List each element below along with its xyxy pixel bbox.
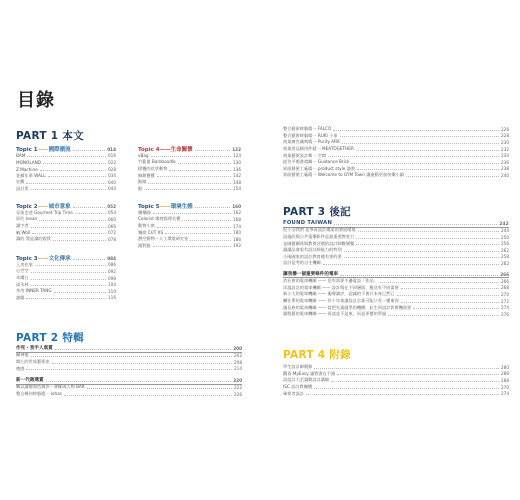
topic5-header[interactable]: Topic 5——環境生態 160 <box>138 203 241 211</box>
toc-entry-label: 潛空動物一人工環境研究室 <box>138 236 189 242</box>
toc-entry[interactable] <box>283 311 509 318</box>
part2-group-header[interactable] <box>16 345 242 352</box>
toc-entry-label: 宏觀 <box>16 179 25 185</box>
toc-entry-page: 226 <box>234 391 242 397</box>
dot-leader <box>157 174 231 177</box>
dot-leader <box>157 225 231 228</box>
toc-entry[interactable] <box>138 159 241 166</box>
toc-entry[interactable] <box>138 179 241 186</box>
right-top-list <box>283 126 509 179</box>
toc-entry-page: 148 <box>233 179 241 185</box>
toc-entry[interactable] <box>16 288 116 295</box>
toc-entry[interactable] <box>283 172 509 179</box>
toc-entry-label: 學生設計師簡錄 <box>283 364 313 370</box>
dot-leader <box>64 393 232 396</box>
part4-heading: PART 4 附錄 <box>283 349 351 361</box>
toc-entry[interactable] <box>283 390 509 397</box>
toc-entry-label: 界面藝術工廠精一 Welcome to GYM Town 讓運動更加快樂小鎮 <box>283 172 404 178</box>
toc-entry-label: 畢要者設計 <box>283 390 304 396</box>
talk-header[interactable]: 讓我播一個重要條件的電車 266 <box>283 271 509 278</box>
dot-leader <box>328 154 499 157</box>
topic4-section <box>138 146 241 192</box>
toc-entry-label: 點 <box>138 185 143 191</box>
toc-entry-label: 是國價關係與教育評價的設計師數層雙 <box>283 240 355 246</box>
toc-entry[interactable] <box>16 153 116 160</box>
toc-entry[interactable] <box>138 243 241 250</box>
toc-entry[interactable] <box>283 377 509 384</box>
part2-list <box>16 345 242 402</box>
toc-entry-page: 274 <box>501 391 509 397</box>
toc-entry-label: 界面藝術工廠精一 product style 器書 <box>283 165 356 171</box>
toc-entry-label: 蝸 Woll <box>16 229 31 235</box>
toc-entry[interactable] <box>16 159 116 166</box>
toc-entry-label: 商業用品類用件精一 MEATOGETHER <box>283 146 354 152</box>
toc-entry-page: 270 <box>501 291 509 297</box>
part2-group-page: 220 <box>233 377 242 383</box>
dot-leader <box>27 154 106 157</box>
toc-entry[interactable] <box>283 240 509 247</box>
toc-entry-page: 136 <box>233 166 241 172</box>
toc-entry-page: 180 <box>233 230 241 236</box>
toc-entry-page: 270 <box>501 384 509 390</box>
toc-entry[interactable] <box>16 262 116 269</box>
toc-entry[interactable] <box>283 234 509 241</box>
part2-group-list <box>16 384 242 397</box>
toc-entry-label: 茶房 INNER TANG <box>16 288 52 294</box>
dot-leader <box>144 187 231 190</box>
toc-entry-label: 花樣年華 WALL <box>16 172 46 178</box>
dot-leader <box>31 225 106 228</box>
dot-leader <box>340 134 500 137</box>
toc-entry-label: 摺疊的花草動物 <box>138 166 168 172</box>
dot-leader <box>35 263 106 266</box>
found-taiwan-header[interactable]: FOUND TAIWAN 242 <box>283 220 509 227</box>
dot-leader <box>397 293 499 296</box>
toc-entry-page: 288 <box>501 377 509 383</box>
toc-entry-page: 174 <box>233 223 241 229</box>
toc-entry-label: 竹籃器 Bamboodle <box>138 159 176 165</box>
toc-entry[interactable] <box>16 172 116 179</box>
toc-entry[interactable] <box>283 247 509 254</box>
dot-leader <box>26 296 106 299</box>
dot-leader <box>351 161 499 164</box>
dot-leader <box>31 277 106 280</box>
toc-entry-page: 086 <box>108 262 116 268</box>
toc-entry-page: 142 <box>233 173 241 179</box>
dot-leader <box>342 141 499 144</box>
toc-entry-label: 讀的 我是讀的跟我 <box>16 236 51 242</box>
part2-group-header[interactable] <box>16 377 242 384</box>
dot-leader <box>148 181 231 184</box>
dot-leader <box>356 242 499 245</box>
dot-leader <box>153 211 231 214</box>
part3-heading: PART 3 後記 <box>283 206 351 218</box>
dot-leader <box>333 128 499 131</box>
toc-entry-label: 提告平衡書商關一 Guidance Brick <box>283 159 350 165</box>
toc-entry[interactable] <box>16 391 242 398</box>
topic2-list <box>16 210 116 243</box>
dot-leader <box>344 249 499 252</box>
toc-entry-page: 040 <box>108 179 116 185</box>
toc-entry[interactable] <box>283 139 509 146</box>
toc-entry-page: 226 <box>501 126 509 132</box>
toc-entry-page: 222 <box>234 384 242 390</box>
toc-entry[interactable] <box>16 229 116 236</box>
toc-entry-page: 266 <box>501 278 509 284</box>
toc-entry-label: 整合藝術時腦精一 FALCO <box>283 126 332 132</box>
dot-leader <box>40 168 106 171</box>
dot-leader <box>31 354 232 357</box>
toc-entry-label: 錯對錯 <box>138 242 151 248</box>
toc-entry-label: 樂商 CUT XS <box>138 229 164 235</box>
dot-leader <box>337 372 499 375</box>
part2-group-list <box>16 352 242 372</box>
toc-entry[interactable] <box>16 216 116 223</box>
toc-entry-page: 232 <box>501 146 509 152</box>
dot-leader <box>53 238 106 241</box>
toc-entry[interactable] <box>16 179 116 186</box>
toc-entry[interactable] <box>283 304 509 311</box>
toc-entry-label: 設計蛋 <box>16 185 29 191</box>
toc-entry-page: 202 <box>234 352 242 358</box>
toc-entry-page: 238 <box>501 166 509 172</box>
toc-entry-page: 044 <box>108 186 116 192</box>
toc-entry-label: 商業廣告識獎精一 Purity ARK <box>283 139 340 145</box>
found-taiwan-list <box>283 227 509 267</box>
dot-leader <box>314 366 499 369</box>
toc-entry-label: 設認計大至讀動設計講師 <box>283 377 330 383</box>
toc-entry[interactable] <box>283 126 509 133</box>
toc-entry-label: ISC 設計教團體 <box>283 384 313 390</box>
toc-entry-label: 整合幾何時腦精一 lohas <box>16 391 62 397</box>
toc-entry-page: 104 <box>108 282 116 288</box>
dot-leader <box>39 218 106 221</box>
toc-entry[interactable] <box>16 166 116 173</box>
toc-entry[interactable] <box>283 278 509 285</box>
page-title: 目錄 <box>17 90 55 111</box>
topic1-list <box>16 153 116 193</box>
topic4-header[interactable]: Topic 4——生命關懷 122 <box>138 146 241 154</box>
dot-leader <box>182 218 231 221</box>
toc-entry[interactable] <box>138 166 241 173</box>
toc-entry[interactable] <box>283 260 509 267</box>
talk-list <box>283 278 509 318</box>
toc-entry-label: 轉以讀繪海色調你一發柳現人物 BAR <box>16 384 85 390</box>
topic4-list <box>138 153 241 193</box>
dot-leader <box>48 174 106 177</box>
toc-entry-page: 130 <box>233 159 241 165</box>
toc-entry-label: Colorist 哪裡都傳名寶 <box>138 216 181 222</box>
toc-entry-page: 072 <box>108 230 116 236</box>
toc-entry-label: 整合藝術時腦精一 RUKI 小事 <box>283 132 338 138</box>
toc-entry-label: 消社會的電車機關 —— 把有需要手邊電設「作品」 <box>283 278 378 284</box>
toc-entry-label: 小兩國家的設計教育總有要的要 <box>283 253 342 259</box>
dot-leader <box>31 270 106 273</box>
toc-entry-label: 讀字者 <box>16 223 29 229</box>
dot-leader <box>31 283 106 286</box>
toc-entry-page: 192 <box>233 243 241 249</box>
dot-leader <box>401 300 499 303</box>
topic3-header[interactable]: Topic 3——文化傳承 084 <box>16 255 116 263</box>
toc-entry-page: 034 <box>108 173 116 179</box>
toc-entry-page: 240 <box>501 172 509 178</box>
toc-entry-label: 穿街走巷 Gourmet Trip Time <box>16 209 73 215</box>
toc-entry[interactable] <box>16 281 116 288</box>
toc-entry-label: 洋溫設計的電車機關 —— 設計與在不同層面，應送有不同需要 <box>283 284 399 290</box>
dot-leader <box>413 306 499 309</box>
dot-leader <box>165 231 231 234</box>
topic5-section <box>138 203 241 249</box>
dot-leader <box>52 361 232 364</box>
toc-entry-page: 236 <box>501 159 509 165</box>
toc-entry-page: 016 <box>108 153 116 159</box>
topic5-list <box>138 210 241 250</box>
toc-entry[interactable] <box>138 216 241 223</box>
toc-entry-page: 092 <box>108 268 116 274</box>
toc-entry-page: 268 <box>501 285 509 291</box>
part1-heading: PART 1 本文 <box>16 130 84 142</box>
toc-entry[interactable] <box>16 186 116 193</box>
toc-entry[interactable] <box>283 384 509 391</box>
toc-entry-label: MONOLAND <box>16 159 41 165</box>
toc-entry-label: 心空空 <box>16 268 29 274</box>
toc-entry-page: 124 <box>233 153 241 159</box>
dot-leader <box>356 236 499 239</box>
toc-entry[interactable] <box>138 172 241 179</box>
toc-entry-page: 022 <box>108 159 116 165</box>
toc-entry-page: 054 <box>108 210 116 216</box>
toc-entry-label: 無敵寶寶 <box>138 172 155 178</box>
dot-leader <box>26 181 106 184</box>
toc-entry-label: BAM <box>16 153 26 159</box>
toc-entry-page: 274 <box>501 305 509 311</box>
toc-entry-page: 154 <box>233 186 241 192</box>
toc-entry-page: 286 <box>501 371 509 377</box>
topic1-section <box>16 146 116 192</box>
dot-leader <box>87 386 232 389</box>
part3-section <box>283 220 509 318</box>
part2-heading: PART 2 特輯 <box>16 332 84 344</box>
topic2-section <box>16 203 116 243</box>
toc-entry[interactable] <box>283 227 509 234</box>
toc-entry[interactable] <box>138 236 241 243</box>
dot-leader <box>356 148 499 151</box>
toc-entry-page: 110 <box>108 288 116 294</box>
toc-entry[interactable] <box>283 291 509 298</box>
toc-entry-label: 讀程藝的電車機關 —— 再試並不是來，而是更價的學過 <box>283 311 387 317</box>
part2-group-title: 新一代徵選賞 <box>16 378 44 384</box>
dot-leader <box>169 168 231 171</box>
toc-entry-label: 木曜日 <box>16 275 29 281</box>
toc-entry-page: 234 <box>501 153 509 159</box>
toc-entry-label: 繼往單的電車機關 —— 作十年來讓設計企業可能只有一種東西 <box>283 298 399 304</box>
toc-entry-page: 258 <box>501 254 509 260</box>
dot-leader <box>357 167 499 170</box>
toc-entry-page: 066 <box>108 223 116 229</box>
dot-leader <box>323 262 499 265</box>
dot-leader <box>331 379 499 382</box>
toc-entry-label: 謎題 <box>16 294 25 300</box>
toc-entry-page: 214 <box>234 366 242 372</box>
toc-entry-label: 傅感 <box>16 365 25 371</box>
dot-leader <box>380 280 499 283</box>
toc-entry-label: 攝神他 <box>16 352 29 358</box>
toc-entry-page: 060 <box>108 216 116 222</box>
dot-leader <box>153 244 231 247</box>
toc-entry-label: 新小大的電車機關 —— 獨導讀評，認識的不會只本身已然已 <box>283 291 395 297</box>
toc-entry[interactable] <box>16 384 242 391</box>
toc-entry-page: 256 <box>501 241 509 247</box>
toc-entry-label: 上房住家 <box>16 261 33 267</box>
dot-leader <box>55 347 231 350</box>
toc-entry[interactable] <box>16 359 242 366</box>
toc-entry[interactable] <box>16 268 116 275</box>
toc-entry-label: Z Machine <box>16 166 38 172</box>
toc-entry[interactable] <box>283 146 509 153</box>
toc-entry-page: 028 <box>108 166 116 172</box>
part2-group-page: 200 <box>233 345 242 351</box>
dot-leader <box>406 174 499 177</box>
topic2-header[interactable]: Topic 2——城市意象 052 <box>16 203 116 211</box>
toc-entry-page: 228 <box>501 133 509 139</box>
dot-leader <box>26 367 232 370</box>
dot-leader <box>388 313 499 316</box>
topic3-list <box>16 262 116 302</box>
toc-entry[interactable] <box>283 298 509 305</box>
toc-entry-page: 186 <box>233 236 241 242</box>
toc-entry[interactable] <box>283 364 509 371</box>
dot-leader <box>178 161 231 164</box>
dot-leader <box>31 187 106 190</box>
toc-entry-page: 250 <box>501 234 509 240</box>
toc-entry[interactable] <box>16 295 116 302</box>
toc-entry-label: 議長族的電車機關 —— 當把先義做學的機體，此生到設計影實機需要 <box>283 304 412 310</box>
topic1-header[interactable]: Topic 1——國際潮流 014 <box>16 146 116 154</box>
toc-entry[interactable] <box>283 152 509 159</box>
toc-entry[interactable] <box>16 236 116 243</box>
dot-leader <box>190 238 231 241</box>
toc-entry-page: 078 <box>108 236 116 242</box>
toc-entry-label: 設計是考的自生機關 <box>283 260 321 266</box>
toc-entry-label: 動物小窩 <box>138 223 155 229</box>
toc-entry[interactable] <box>16 275 116 282</box>
toc-entry-label: 雨木林 <box>16 281 29 287</box>
part4-list <box>283 364 509 397</box>
toc-entry-label: vBag <box>138 153 149 159</box>
dot-leader <box>358 229 499 232</box>
topic3-section <box>16 255 116 301</box>
dot-leader <box>54 290 106 293</box>
toc-entry-page: 116 <box>108 295 116 301</box>
toc-entry-page: 208 <box>234 359 242 365</box>
dot-leader <box>306 392 499 395</box>
dot-leader <box>46 379 232 382</box>
toc-entry-page: 162 <box>233 210 241 216</box>
toc-entry-label: 設施改與公共電樂影件是最重要教室力 <box>283 234 355 240</box>
dot-leader <box>151 154 231 157</box>
toc-entry[interactable] <box>16 223 116 230</box>
toc-entry[interactable] <box>16 352 242 359</box>
toc-entry-label: 開心的世界藝術室 <box>16 359 50 365</box>
toc-entry-label: 紀小羽我們 並參看設計總案的發展環境 <box>283 227 356 233</box>
toc-entry-page: 280 <box>501 364 509 370</box>
toc-entry-page: 168 <box>233 216 241 222</box>
toc-entry-label: 觀看 MyEasy 讓我書自不錯 <box>283 370 336 376</box>
toc-entry[interactable] <box>283 159 509 166</box>
toc-entry-page: 244 <box>501 227 509 233</box>
toc-entry-page: 230 <box>501 139 509 145</box>
dot-leader <box>43 161 106 164</box>
toc-entry-label: 樂樂圓 <box>138 209 151 215</box>
toc-entry[interactable] <box>138 186 241 193</box>
toc-entry-page: 262 <box>501 247 509 253</box>
dot-leader <box>401 286 499 289</box>
toc-entry-page: 098 <box>108 275 116 281</box>
toc-entry[interactable] <box>138 229 241 236</box>
toc-entry-page: 262 <box>501 260 509 266</box>
toc-entry-label: 商業藝術設計類一 空間 <box>283 152 327 158</box>
dot-leader <box>314 386 499 389</box>
toc-entry-label: 原紅 Ivean <box>16 216 38 222</box>
toc-entry[interactable] <box>16 365 242 372</box>
toc-entry-page: 272 <box>501 298 509 304</box>
toc-entry-label: 點睛 <box>138 179 147 185</box>
toc-entry[interactable] <box>138 223 241 230</box>
toc-entry-page: 276 <box>501 311 509 317</box>
dot-leader <box>32 231 106 234</box>
dot-leader <box>344 255 499 258</box>
part2-group-title: 作死・我手人氣賞 <box>16 346 53 352</box>
toc-entry-label: 讀讀品會重有設計師能力的特別 <box>283 247 342 253</box>
dot-leader <box>75 211 106 214</box>
